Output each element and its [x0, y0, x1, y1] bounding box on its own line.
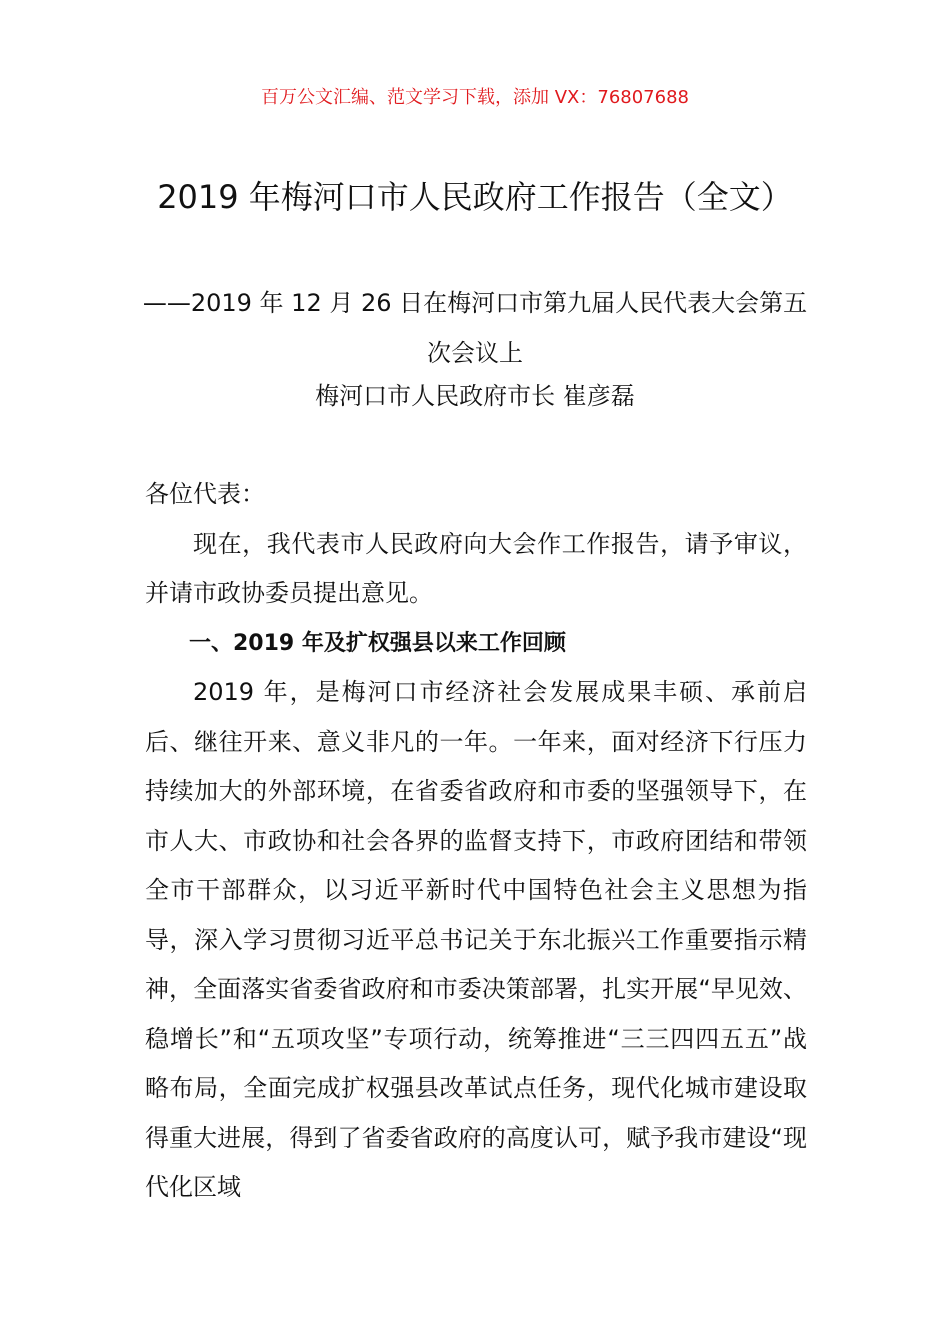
document-author: 梅河口市人民政府市长 崔彦磊: [315, 382, 635, 410]
intro-paragraph: 现在，我代表市人民政府向大会作工作报告，请予审议，并请市政协委员提出意见。: [145, 529, 807, 607]
document-subtitle: ——2019 年 12 月 26 日在梅河口市第九届人民代表大会第五次会议上: [142, 289, 808, 367]
header-watermark-note: 百万公文汇编、范文学习下载，添加 VX：76807688: [261, 87, 689, 108]
salutation: 各位代表：: [145, 480, 265, 508]
document-body: [145, 470, 807, 1213]
body-paragraph: 2019 年，是梅河口市经济社会发展成果丰硕、承前启后、继往开来、意义非凡的一年。一年来，面对经济下行压力持续加大的外部环境，在省委省政府和市委的坚强领导下，在市人大、市政协和社会各界的监督支持下，市政府团结和带领全市干部群众，以习近平新时代中国特色社会主义思想为指导，深入学习贯彻习近平总书记关于东北振兴工作重要指示精神，全面落实省委省政府和市委决策部署，扎实开展“早见效、稳增长”和“五项攻坚”专项行动，统筹推进“三三四四五五”战略布局，全面完成扩权强县改革试点任务，现代化城市建设取得重大进展，得到了省委省政府的高度认可，赋予我市建设“现代化区域: [145, 678, 807, 1201]
document-title: 2019 年梅河口市人民政府工作报告（全文）: [157, 178, 793, 216]
section-heading: 一、2019 年及扩权强县以来工作回顾: [189, 630, 566, 656]
